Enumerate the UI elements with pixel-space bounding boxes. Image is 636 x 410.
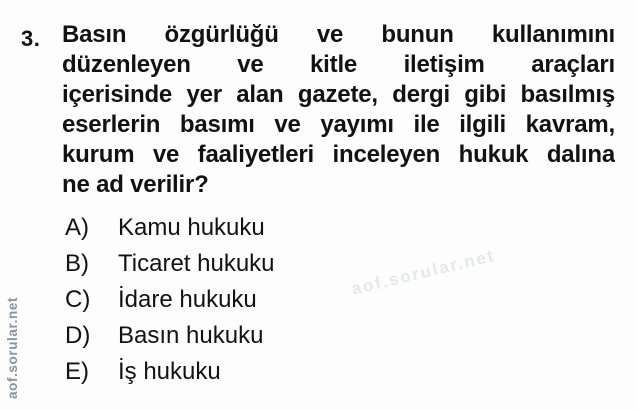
options-list	[65, 210, 275, 390]
option-b[interactable]	[65, 246, 275, 282]
question-line: kurum ve faaliyetleri inceleyen hukuk dalına	[62, 141, 615, 168]
watermark-vertical: aof.sorular.net	[5, 296, 20, 399]
question-line: içerisinde yer alan gazete, dergi gibi basılmış	[62, 81, 615, 108]
option-c-letter: C)	[65, 286, 91, 313]
option-c[interactable]	[65, 282, 275, 318]
option-b-letter: B)	[65, 250, 89, 277]
option-b-text: Ticaret hukuku	[118, 250, 275, 277]
question-line: ne ad verilir?	[62, 171, 209, 198]
question-line: Basın özgürlüğü ve bunun kullanımını	[62, 21, 615, 48]
question-line: düzenleyen ve kitle iletişim araçları	[62, 51, 615, 78]
option-e-letter: E)	[65, 358, 89, 385]
question-text	[62, 20, 615, 200]
option-d-letter: D)	[65, 322, 91, 349]
option-a-text: Kamu hukuku	[118, 214, 265, 241]
option-e[interactable]	[65, 354, 275, 390]
option-d[interactable]	[65, 318, 275, 354]
question-number: 3.	[21, 26, 41, 51]
watermark-diagonal: aof.sorular.net	[349, 245, 498, 299]
option-a-letter: A)	[65, 214, 89, 241]
option-a[interactable]	[65, 210, 275, 246]
option-d-text: Basın hukuku	[118, 322, 264, 349]
option-e-text: İş hukuku	[118, 358, 221, 385]
question-line: eserlerin basımı ve yayımı ile ilgili kavram,	[62, 111, 615, 138]
option-c-text: İdare hukuku	[118, 286, 257, 313]
